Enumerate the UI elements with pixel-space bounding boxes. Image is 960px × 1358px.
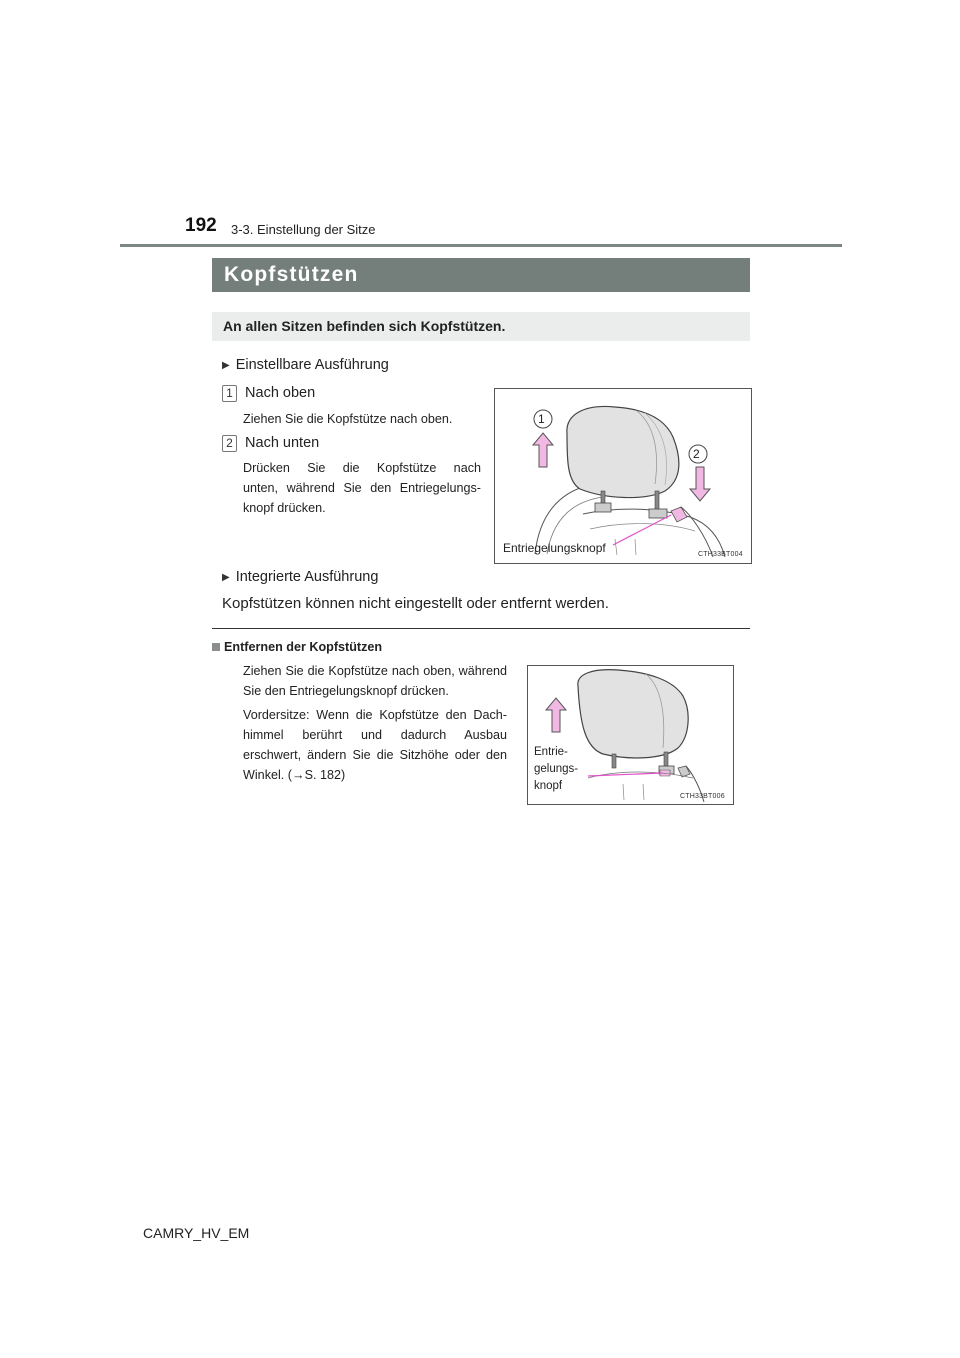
- step2-text-line: unten, während Sie den Entriegelungs-: [243, 481, 481, 495]
- step2-title: Nach unten: [245, 435, 320, 451]
- removal-paragraph-1: [243, 661, 507, 701]
- removal-heading: Entfernen der Kopfstützen: [212, 640, 382, 654]
- removal-line: Winkel. (→S. 182): [243, 768, 346, 782]
- removal-line: Vordersitze: Wenn die Kopfstütze den Dach-: [243, 708, 507, 722]
- section-divider: [212, 628, 750, 629]
- headrest-adjust-illustration: [495, 389, 751, 563]
- triangle-bullet-icon: ▶: [222, 360, 230, 371]
- release-label-line: Entrie-: [534, 746, 568, 758]
- figure1-number-2: 2: [693, 447, 700, 461]
- triangle-bullet-icon: ▶: [222, 572, 230, 583]
- page-title: Kopfstützen: [224, 263, 359, 286]
- step1-text: Ziehen Sie die Kopfstütze nach oben.: [243, 412, 453, 426]
- release-button-label: [534, 744, 578, 795]
- header-divider: [120, 244, 842, 247]
- removal-line: himmel berührt und dadurch Ausbau: [243, 728, 507, 742]
- page-number: 192: [185, 215, 217, 236]
- step2-text-line: Drücken Sie die Kopfstütze nach: [243, 461, 481, 475]
- step2-text: [243, 458, 481, 518]
- figure1-number-1: 1: [538, 412, 545, 426]
- release-label-line: gelungs-: [534, 763, 579, 775]
- adjustable-heading: ▶ Einstellbare Ausführung: [222, 357, 389, 373]
- release-label-line: knopf: [534, 780, 563, 792]
- removal-line: Ziehen Sie die Kopfstütze nach oben, während: [243, 664, 507, 678]
- headrest-removal-figure: [527, 665, 734, 805]
- square-bullet-icon: [212, 643, 220, 651]
- figure2-code: CTH33BT006: [680, 793, 725, 800]
- footer-model-code: CAMRY_HV_EM: [143, 1225, 250, 1241]
- removal-line: erschwert, ändern Sie die Sitzhöhe oder den: [243, 748, 507, 762]
- intro-text: An allen Sitzen befinden sich Kopfstützen.: [223, 318, 506, 334]
- step1-number-badge: 1: [222, 385, 237, 402]
- removal-paragraph-2: [243, 705, 507, 785]
- headrest-adjust-figure: [494, 388, 752, 564]
- step2-title-row: [222, 435, 319, 452]
- integrated-text: Kopfstützen können nicht eingestellt oder entfernt werden.: [222, 595, 609, 612]
- integrated-heading: ▶ Integrierte Ausführung: [222, 569, 379, 585]
- removal-line: Sie den Entriegelungsknopf drücken.: [243, 684, 449, 698]
- step1-title-row: [222, 385, 315, 402]
- step2-text-line: knopf drücken.: [243, 501, 326, 515]
- intro-box: [212, 312, 750, 341]
- section-header: 3-3. Einstellung der Sitze: [231, 222, 376, 237]
- release-button-label: Entriegelungsknopf: [503, 541, 606, 555]
- step1-title: Nach oben: [245, 385, 316, 401]
- figure1-code: CTH33BT004: [698, 551, 743, 558]
- step2-number-badge: 2: [222, 435, 237, 452]
- page-title-bar: [212, 258, 750, 292]
